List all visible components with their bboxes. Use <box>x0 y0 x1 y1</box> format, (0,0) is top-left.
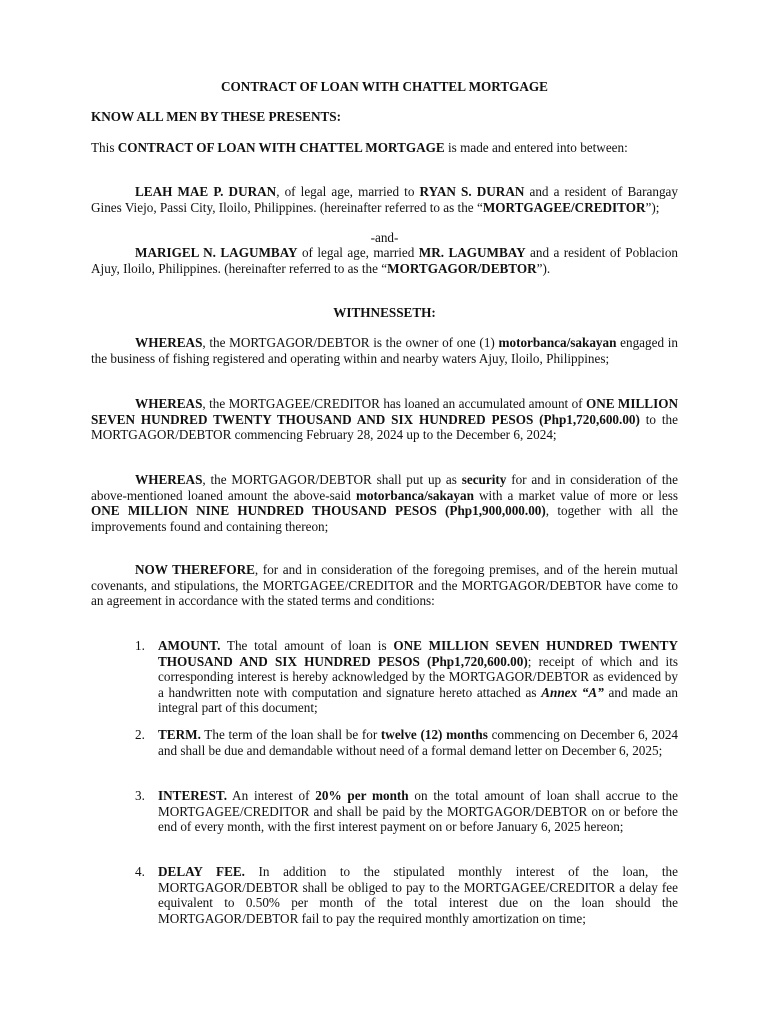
document-title: CONTRACT OF LOAN WITH CHATTEL MORTGAGE <box>221 79 548 94</box>
term-number: 1. <box>135 638 145 653</box>
party-creditor-paragraph: LEAH MAE P. DURAN, of legal age, married to RYAN S. DURAN and a resident of Barangay Gines Viejo, Passi City, Iloilo, Philippines. (hereinafter referred to as the “MORTGAGEE/CREDITOR”); <box>91 184 678 215</box>
term-text: INTEREST. An interest of 20% per month on the total amount of loan shall accrue to the MORTGAGEE/CREDITOR and shall be paid by the MORTGAGOR/DEBTOR on or before the end of every month, with the first interest payment on or before January 6, 2025 hereon; <box>158 788 678 835</box>
whereas-paragraph-1: WHEREAS, the MORTGAGOR/DEBTOR is the owner of one (1) motorbanca/sakayan engaged in the business of fishing registered and operating within and nearby waters Ajuy, Iloilo, Philippines; <box>91 335 678 366</box>
salutation: KNOW ALL MEN BY THESE PRESENTS: <box>91 109 342 124</box>
term-text: DELAY FEE. In addition to the stipulated monthly interest of the loan, the MORTGAGOR/DEBTOR shall be obliged to pay to the MORTGAGEE/CREDITOR a delay fee equivalent to 0.50% per month of the total interest due on the loan should the MORTGAGOR/DEBTOR fail to pay the required monthly amortization on time; <box>158 864 678 926</box>
witnesseth-heading: WITHNESSETH: <box>333 305 436 320</box>
and-separator: -and- <box>370 230 399 245</box>
term-item-interest <box>91 788 678 835</box>
whereas-paragraph-3: WHEREAS, the MORTGAGOR/DEBTOR shall put up as security for and in consideration of the above-mentioned loaned amount the above-said motorbanca/sakayan with a market value of more or less ONE MILLION NINE HUNDRED THOUSAND PESOS (Php1,900,000.00), together with all the improvements found and containing thereon; <box>91 472 678 534</box>
now-therefore-paragraph: NOW THEREFORE, for and in consideration of the foregoing premises, and of the herein mutual covenants, and stipulations, the MORTGAGEE/CREDITOR and the MORTGAGOR/DEBTOR have come to an agreement in accordance with the stated terms and conditions: <box>91 562 678 609</box>
party-debtor-paragraph: MARIGEL N. LAGUMBAY of legal age, married MR. LAGUMBAY and a resident of Poblacion Ajuy, Iloilo, Philippines. (hereinafter referred to as the “MORTGAGOR/DEBTOR”). <box>91 245 679 276</box>
term-item-delay-fee <box>91 864 678 926</box>
whereas-paragraph-2: WHEREAS, the MORTGAGEE/CREDITOR has loaned an accumulated amount of ONE MILLION SEVEN HUNDRED TWENTY THOUSAND AND SIX HUNDRED PESOS (Php1,720,600.00) to the MORTGAGOR/DEBTOR commencing February 28, 2024 up to the December 6, 2024; <box>91 396 678 443</box>
term-number: 2. <box>135 727 145 742</box>
term-number: 4. <box>135 864 145 879</box>
term-item-term <box>91 727 678 758</box>
term-text: TERM. The term of the loan shall be for twelve (12) months commencing on December 6, 2024 and shall be due and demandable without need of a formal demand letter on December 6, 2025; <box>158 727 679 758</box>
term-text: AMOUNT. The total amount of loan is ONE MILLION SEVEN HUNDRED TWENTY THOUSAND AND SIX HUNDRED PESOS (Php1,720,600.00); receipt of which and its corresponding interest is hereby acknowledged by the MORTGAGOR/DEBTOR as evidenced by a handwritten note with computation and signature hereto attached as Annex “A” and made an integral part of this document; <box>158 638 678 716</box>
term-item-amount <box>91 638 678 716</box>
intro-paragraph: This CONTRACT OF LOAN WITH CHATTEL MORTGAGE is made and entered into between: <box>91 140 628 155</box>
term-number: 3. <box>135 788 145 803</box>
